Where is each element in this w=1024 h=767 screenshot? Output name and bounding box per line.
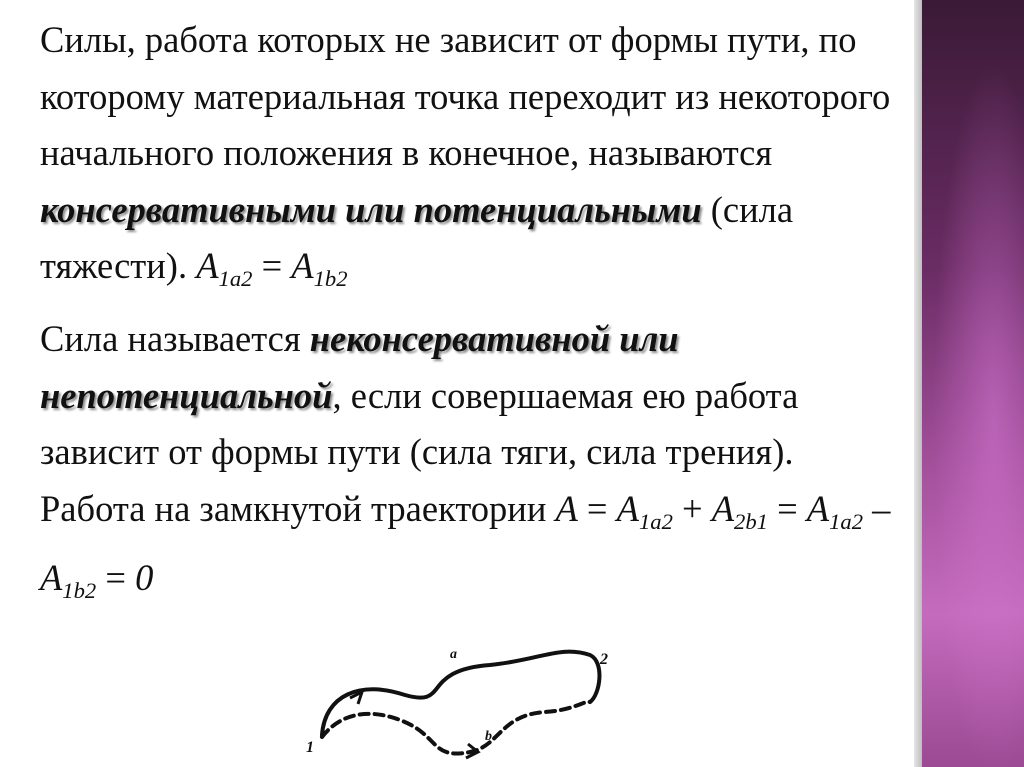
label-path-b: b [485,729,492,744]
formula-closed-path: $A = A_{1a2} + A_{2b1} = A_{1a2} - A_{1b2} = 0$ [40,487,891,604]
paragraph-nonconservative [40,311,900,619]
term-nonconservative: неконсервативной или непотенциальной [40,318,679,416]
para2-text: Сила называется [40,318,310,360]
path-b-curve [322,702,590,754]
path-a-curve [322,652,599,735]
slide-text [40,12,900,620]
side-divider [914,0,922,767]
para1-text: Силы, работа которых не зависит от формы пути, по которому материальная точка переходит из некоторого начального положения в конечное, называются [40,19,891,173]
label-point-1: 1 [306,739,314,756]
label-point-2: 2 [600,651,608,668]
paragraph-conservative [40,12,900,307]
para2-after: , если совершаемая ею работа зависит от формы пути (сила тяги, сила трения). Работа на замкнутой траектории [40,374,799,529]
para1-after: (сила тяжести). [40,188,794,286]
label-path-a: a [450,647,457,662]
decorative-side-band [922,0,1024,767]
path-diagram [300,640,630,765]
formula-equal-work: $A_{1a2} = A_{1b2}$ [196,245,348,291]
term-conservative: консервативными или потенциальными [40,188,702,230]
